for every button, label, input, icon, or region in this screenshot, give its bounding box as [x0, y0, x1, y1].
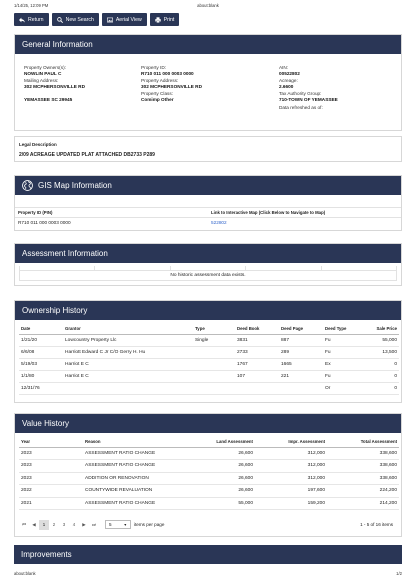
ownership-deed-type: Ex — [323, 358, 363, 370]
chevron-down-icon: ▼ — [123, 522, 127, 527]
new-search-button[interactable] — [52, 13, 99, 26]
value-impr: 312,000 — [255, 447, 327, 460]
value-impr: 312,000 — [255, 472, 327, 485]
value-reason: ASSESSMENT RATIO CHANGE — [83, 460, 183, 473]
mailing-label: Mailing Address: — [24, 78, 59, 84]
ownership-sale-price: 0 — [363, 382, 399, 394]
col-deed-type: Deed Type — [323, 324, 363, 334]
globe-icon — [22, 180, 33, 191]
mailing-line1: 302 MCPHERSONVILLE RD — [24, 84, 85, 90]
value-impr: 312,000 — [255, 460, 327, 473]
items-count: 1 - 5 of 16 items — [360, 522, 393, 527]
gis-header-row — [15, 208, 401, 218]
ownership-grantor: Harriott Edward C Jr C/O Gerry H. Hu — [63, 346, 193, 358]
col-type: Type — [193, 324, 235, 334]
gis-map-header — [15, 176, 401, 195]
col-date: Date — [19, 324, 63, 334]
value-history-title: Value History — [22, 419, 69, 428]
value-total: 338,600 — [327, 447, 399, 460]
owner-value: NOWLIN PAUL C — [24, 71, 62, 77]
value-year: 2021 — [19, 497, 83, 510]
ownership-deed-page: 1665 — [279, 358, 323, 370]
value-land: 26,600 — [183, 472, 255, 485]
col-deed-book: Deed Book — [235, 324, 279, 334]
items-per-page-label: items per page — [134, 522, 165, 527]
table-row — [19, 382, 399, 394]
ownership-type: Single — [193, 334, 235, 346]
general-information-panel — [14, 34, 402, 131]
assessment-header — [15, 244, 401, 263]
ownership-deed-book: 107 — [235, 370, 279, 382]
gis-pid-value: R710 011 000 0003 0000 — [15, 218, 208, 228]
value-year: 2023 — [19, 472, 83, 485]
toolbar — [14, 13, 179, 26]
page-button-2[interactable]: 2 — [52, 522, 56, 527]
value-land: 55,000 — [183, 497, 255, 510]
ownership-type — [193, 370, 235, 382]
assessment-title: Assessment Information — [22, 249, 108, 258]
ownership-date: 1/1/80 — [19, 370, 63, 382]
last-page-icon[interactable]: ⏭ — [92, 522, 96, 527]
value-land: 26,600 — [183, 447, 255, 460]
table-row — [19, 497, 399, 510]
ownership-grantor: Harriot E C — [63, 370, 193, 382]
ain-label: AIN: — [279, 65, 289, 70]
property-class-label: Property Class: — [141, 91, 174, 97]
value-year: 2022 — [19, 485, 83, 498]
image-icon — [107, 17, 113, 23]
ownership-deed-page: 887 — [279, 334, 323, 346]
new-search-label: New Search — [65, 16, 94, 23]
ownership-sale-price: 13,500 — [363, 346, 399, 358]
col-sale-price: Sale Price — [363, 324, 399, 334]
value-reason: ASSESSMENT RATIO CHANGE — [83, 497, 183, 510]
ownership-grantor: Harriot E C — [63, 358, 193, 370]
tax-authority-label: Tax Authority Group: — [279, 91, 322, 97]
value-year: 2023 — [19, 447, 83, 460]
improvements-panel — [14, 545, 402, 564]
next-page-icon[interactable]: ▶ — [82, 521, 86, 527]
improvements-title: Improvements — [21, 550, 72, 559]
value-impr: 159,200 — [255, 497, 327, 510]
data-refreshed-text: Data refreshed as of: — [279, 104, 323, 110]
previous-page-icon[interactable]: ◀ — [32, 521, 36, 527]
col-impr-assessment: Impr. Assessment — [255, 437, 327, 447]
table-row — [19, 447, 399, 460]
print-button[interactable] — [150, 13, 180, 26]
value-reason: ADDITION OR RENOVATION — [83, 472, 183, 485]
ownership-header-row — [19, 324, 399, 334]
table-row — [19, 485, 399, 498]
table-row — [19, 358, 399, 370]
page-size-select[interactable] — [105, 520, 131, 529]
print-header — [14, 3, 402, 11]
value-land: 26,600 — [183, 460, 255, 473]
ownership-sale-price: 55,000 — [363, 334, 399, 346]
col-deed-page: Deed Page — [279, 324, 323, 334]
ownership-deed-page: 221 — [279, 370, 323, 382]
print-footer — [14, 571, 402, 578]
value-total: 338,600 — [327, 472, 399, 485]
assessment-empty-message: No historic assessment data exists. — [19, 271, 397, 281]
property-address-label: Property Address: — [141, 78, 179, 84]
ownership-type — [193, 346, 235, 358]
col-total-assessment: Total Assessment — [327, 437, 399, 447]
value-impr: 197,600 — [255, 485, 327, 498]
property-id-value: R710 011 000 0003 0000 — [141, 71, 194, 77]
ownership-date: 6/6/08 — [19, 346, 63, 358]
col-year: Year — [19, 437, 83, 447]
ownership-history-title: Ownership History — [22, 306, 88, 315]
value-history-header-row — [19, 437, 399, 447]
table-row — [19, 460, 399, 473]
return-button[interactable] — [14, 13, 49, 26]
pager — [19, 519, 397, 530]
owner-label: Property Owners(s): — [24, 65, 66, 70]
ownership-grantor: Lowcountry Property Llc — [63, 334, 193, 346]
ownership-date: 1/21/20 — [19, 334, 63, 346]
print-footer-url: about:blank — [14, 571, 36, 576]
tax-authority-value: 710-TOWN OF YEMASSEE — [279, 97, 338, 103]
table-row — [19, 346, 399, 358]
page-button-4[interactable]: 4 — [72, 522, 76, 527]
print-datetime: 1/14/25, 12:09 PM — [14, 3, 49, 8]
interactive-map-link[interactable]: 522802 — [211, 220, 227, 226]
ownership-history-panel — [14, 300, 402, 403]
general-information-header — [15, 35, 401, 54]
table-row — [19, 334, 399, 346]
table-row — [19, 370, 399, 382]
aerial-view-button[interactable] — [102, 13, 147, 26]
gis-value-row — [15, 218, 401, 228]
col-land-assessment: Land Assessment — [183, 437, 255, 447]
acreage-label: Acreage: — [279, 78, 298, 84]
page-size-value: 5 — [109, 522, 112, 527]
ownership-date: 5/19/03 — [19, 358, 63, 370]
value-land: 26,600 — [183, 485, 255, 498]
value-total: 338,600 — [327, 460, 399, 473]
property-column — [141, 65, 202, 104]
table-row — [19, 472, 399, 485]
value-history-table — [19, 437, 399, 510]
ownership-deed-type: Or — [323, 382, 363, 394]
ownership-deed-book — [235, 382, 279, 394]
ownership-table — [19, 324, 399, 395]
return-label: Return — [28, 16, 44, 23]
reply-arrow-icon — [19, 17, 25, 23]
ownership-grantor — [63, 382, 193, 394]
tax-column — [279, 65, 338, 111]
property-id-label: Property ID: — [141, 65, 167, 70]
aerial-view-label: Aerial View — [115, 16, 142, 23]
print-label: Print — [163, 16, 175, 23]
ain-value: 00522802 — [279, 71, 300, 77]
gis-table — [15, 207, 401, 228]
ownership-deed-page: 289 — [279, 346, 323, 358]
legal-description-panel — [14, 136, 402, 162]
general-information-title: General Information — [22, 40, 93, 49]
value-reason: COUNTYWIDE REVALUATION — [83, 485, 183, 498]
print-page-number: 1/2 — [396, 571, 402, 576]
gis-map-panel — [14, 175, 402, 231]
ownership-deed-book: 3831 — [235, 334, 279, 346]
ownership-sale-price: 0 — [363, 358, 399, 370]
gis-pid-header: Property ID (PIN) — [15, 208, 208, 218]
acreage-value: 2.6600 — [279, 84, 294, 90]
ownership-type — [193, 358, 235, 370]
ownership-deed-type: Fu — [323, 334, 363, 346]
gis-link-header: Link to Interactive Map (Click Below to Navigate to Map) — [208, 208, 401, 218]
value-year: 2023 — [19, 460, 83, 473]
assessment-panel — [14, 243, 402, 286]
value-reason: ASSESSMENT RATIO CHANGE — [83, 447, 183, 460]
col-reason: Reason — [83, 437, 183, 447]
ownership-date: 12/31/76 — [19, 382, 63, 394]
print-title: about:blank — [197, 3, 219, 8]
ownership-sale-price: 0 — [363, 370, 399, 382]
legal-description-title: Legal Description — [19, 142, 57, 147]
owner-column — [24, 65, 85, 103]
gis-map-title: GIS Map Information — [38, 181, 112, 190]
ownership-deed-book: 1767 — [235, 358, 279, 370]
value-total: 224,200 — [327, 485, 399, 498]
page-button-1[interactable]: 1 — [39, 520, 49, 530]
ownership-deed-page — [279, 382, 323, 394]
property-address-value: 302 MCPHERSONVILLE RD — [141, 84, 202, 90]
printer-icon — [155, 17, 161, 23]
ownership-deed-type: Fu — [323, 370, 363, 382]
improvements-header[interactable] — [14, 545, 402, 564]
page-button-3[interactable]: 3 — [62, 522, 66, 527]
value-total: 214,200 — [327, 497, 399, 510]
property-class-value: Comimp Other — [141, 97, 174, 103]
ownership-deed-book: 2733 — [235, 346, 279, 358]
col-grantor: Grantor — [63, 324, 193, 334]
ownership-type — [193, 382, 235, 394]
search-icon — [57, 17, 63, 23]
mailing-line2: YEMASSEE SC 29945 — [24, 97, 73, 103]
first-page-icon[interactable]: ⏮ — [22, 522, 26, 527]
ownership-history-header — [15, 301, 401, 320]
ownership-deed-type: Fu — [323, 346, 363, 358]
value-history-panel — [14, 413, 402, 537]
value-history-header — [15, 414, 401, 433]
legal-description-value: 2/09 ACREAGE UPDATED PLAT ATTACHED DB2733 P289 — [19, 152, 155, 158]
